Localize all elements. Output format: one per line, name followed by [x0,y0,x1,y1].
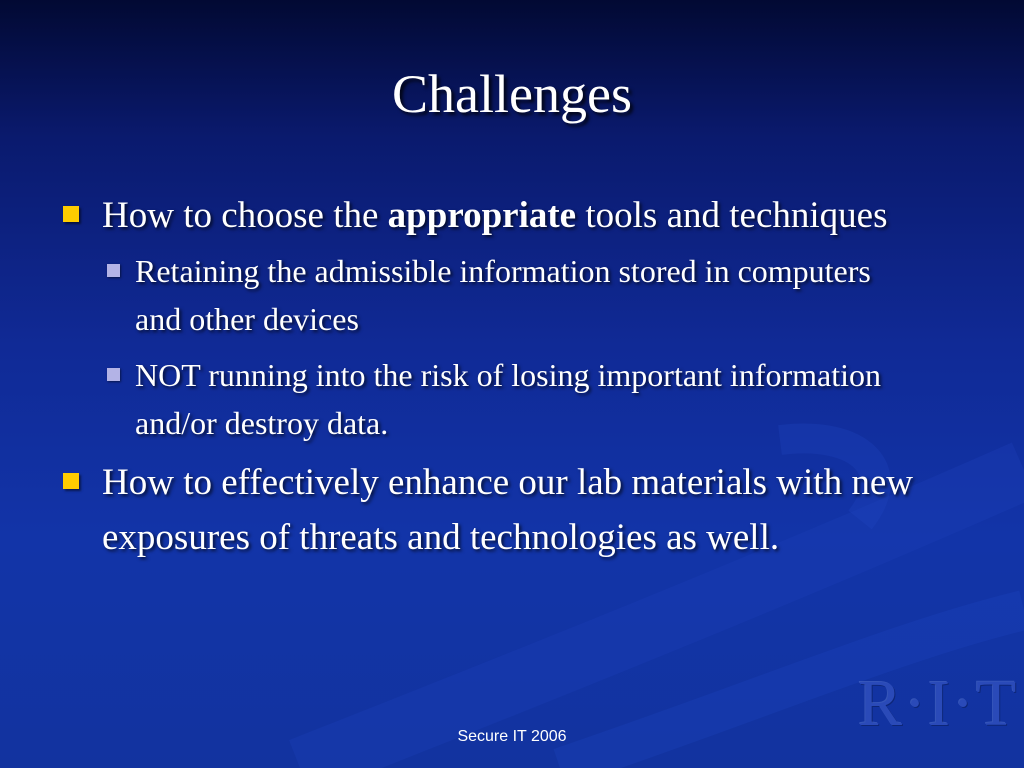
bullet-1-text-before: How to choose the [102,195,388,236]
square-bullet-icon [107,368,120,381]
sub-bullet-item-1 [107,247,905,343]
bullet-1-text-after: tools and techniques [576,195,888,236]
bullet-1-emphasis: appropriate [387,195,577,236]
rit-logo: R·I·T [858,667,1019,740]
square-bullet-icon [63,473,79,489]
square-bullet-icon [63,206,79,222]
bullet-item-2 [62,455,962,565]
bullet-item-1 [62,188,962,447]
bullet-list [62,188,962,569]
sub-bullet-list [107,247,962,447]
bullet-2-text: How to effectively enhance our lab materials with new exposures of threats and technologies as well. [102,462,913,558]
sub-bullet-2-text: NOT running into the risk of losing important information and/or destroy data. [135,357,881,441]
sub-bullet-item-2 [107,351,905,447]
slide-footer: Secure IT 2006 [457,728,567,745]
slide-title: Challenges [392,64,632,124]
sub-bullet-1-text: Retaining the admissible information stored in computers and other devices [135,253,871,337]
square-bullet-icon [107,264,120,277]
